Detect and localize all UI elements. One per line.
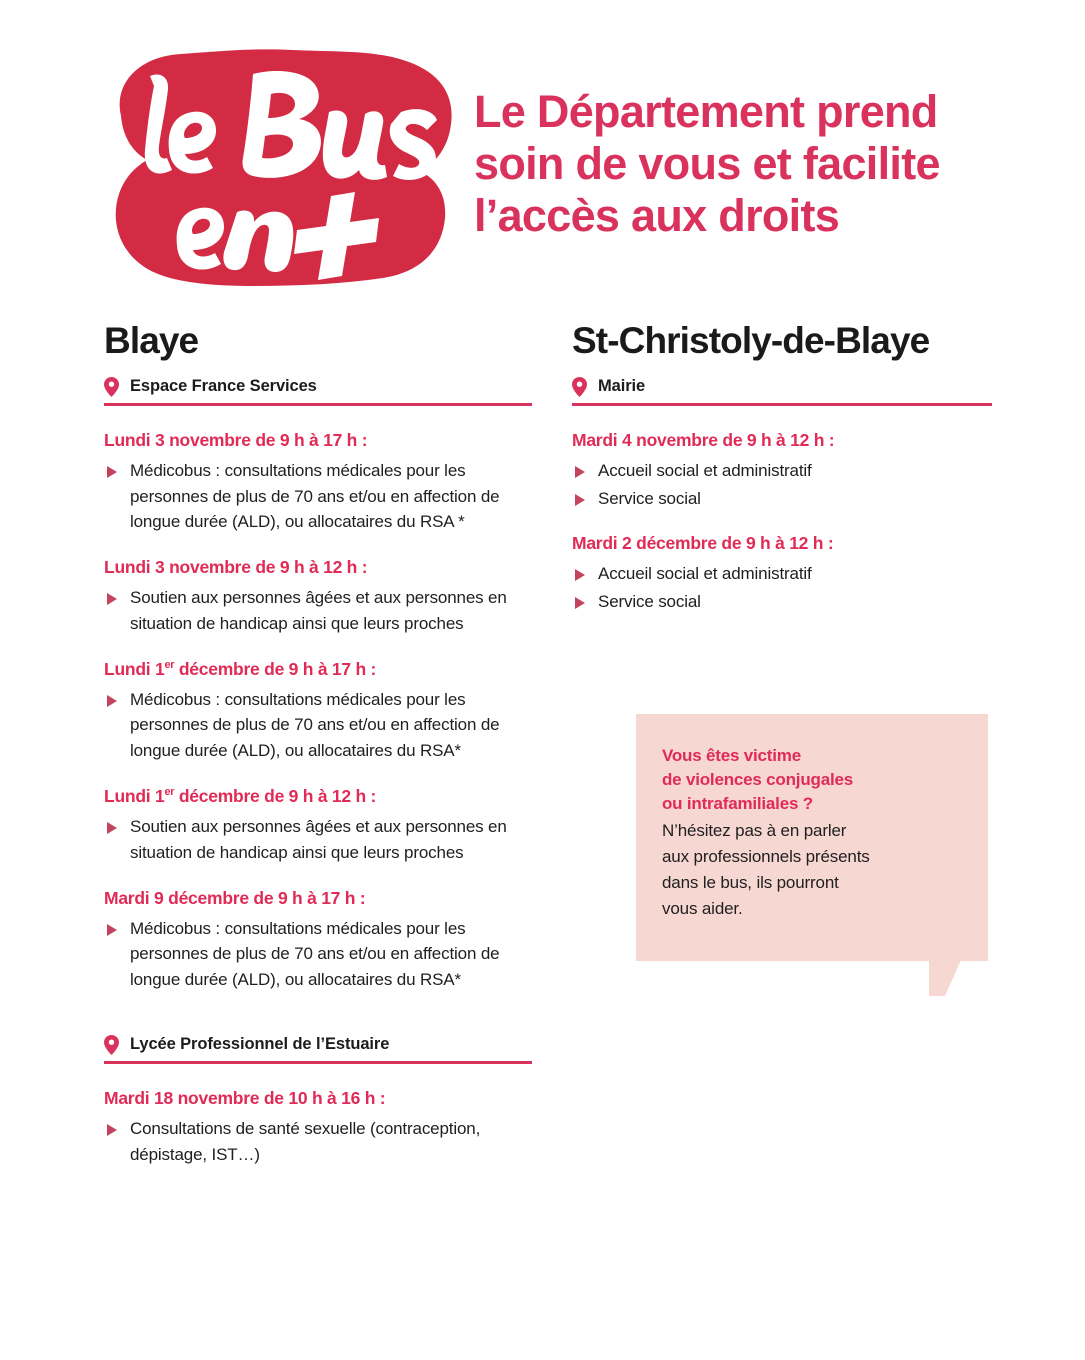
place-header bbox=[572, 377, 992, 403]
ordinal-suffix: er bbox=[164, 786, 175, 799]
place-header bbox=[104, 1035, 532, 1061]
location-pin-icon bbox=[104, 377, 119, 397]
location-pin-icon bbox=[572, 377, 587, 397]
schedule-slot bbox=[104, 659, 532, 764]
triangle-bullet-icon bbox=[107, 924, 117, 936]
slot-date: Lundi 1er décembre de 9 h à 12 h : bbox=[104, 786, 377, 807]
schedule-slot bbox=[104, 557, 532, 637]
list-item: Service social bbox=[572, 589, 992, 615]
triangle-bullet-icon bbox=[575, 569, 585, 581]
triangle-bullet-icon bbox=[575, 597, 585, 609]
slot-item-list bbox=[104, 814, 532, 866]
le-bus-en-plus-logo bbox=[103, 46, 463, 291]
list-item: Soutien aux personnes âgées et aux personnes en situation de handicap ainsi que leurs proches bbox=[104, 585, 532, 637]
place-block bbox=[104, 377, 532, 993]
place-divider bbox=[104, 1061, 532, 1064]
slot-date: Mardi 4 novembre de 9 h à 12 h : bbox=[572, 429, 835, 450]
triangle-bullet-icon bbox=[107, 695, 117, 707]
schedule-slot bbox=[104, 430, 532, 535]
schedule-slot bbox=[104, 786, 532, 866]
callout-tail-icon bbox=[929, 960, 961, 996]
triangle-bullet-icon bbox=[107, 1124, 117, 1136]
place-block bbox=[104, 1035, 532, 1168]
schedule-slot bbox=[104, 1088, 532, 1168]
triangle-bullet-icon bbox=[107, 822, 117, 834]
place-name: Lycée Professionnel de l’Estuaire bbox=[130, 1035, 390, 1054]
ordinal-suffix: er bbox=[164, 658, 175, 671]
list-item: Accueil social et administratif bbox=[572, 561, 992, 587]
city-title: Blaye bbox=[104, 320, 199, 361]
column-blaye bbox=[104, 322, 532, 1170]
slot-item-list bbox=[572, 458, 992, 512]
slot-date: Mardi 18 novembre de 10 h à 16 h : bbox=[104, 1087, 386, 1108]
list-item: Médicobus : consultations médicales pour les personnes de plus de 70 ans et/ou en affection de longue durée (ALD), ou allocataires du RSA* bbox=[104, 687, 532, 764]
triangle-bullet-icon bbox=[107, 593, 117, 605]
slot-date: Lundi 3 novembre de 9 h à 12 h : bbox=[104, 557, 368, 578]
schedule-slot bbox=[572, 533, 992, 615]
slot-date: Mardi 9 décembre de 9 h à 17 h : bbox=[104, 887, 366, 908]
triangle-bullet-icon bbox=[575, 466, 585, 478]
slot-date: Mardi 2 décembre de 9 h à 12 h : bbox=[572, 533, 834, 554]
place-divider bbox=[104, 403, 532, 406]
list-item: Soutien aux personnes âgées et aux personnes en situation de handicap ainsi que leurs proches bbox=[104, 814, 532, 866]
list-item: Service social bbox=[572, 486, 992, 512]
slot-item-list bbox=[572, 561, 992, 615]
city-title: St-Christoly-de-Blaye bbox=[572, 320, 930, 361]
column-st-christoly-de-blaye bbox=[572, 322, 992, 617]
place-name: Mairie bbox=[598, 377, 646, 396]
slot-item-list bbox=[104, 1116, 532, 1168]
slot-item-list bbox=[104, 458, 532, 535]
place-name: Espace France Services bbox=[130, 377, 317, 396]
callout-heading: Vous êtes victime de violences conjugales ou intrafamiliales ? bbox=[662, 746, 853, 814]
page-headline: Le Département prend soin de vous et facilite l’accès aux droits bbox=[474, 86, 940, 242]
place-block bbox=[572, 377, 992, 615]
list-item: Consultations de santé sexuelle (contraception, dépistage, IST…) bbox=[104, 1116, 532, 1168]
schedule-slot bbox=[104, 888, 532, 993]
triangle-bullet-icon bbox=[575, 494, 585, 506]
slot-date: Lundi 1er décembre de 9 h à 17 h : bbox=[104, 658, 377, 679]
place-header bbox=[104, 377, 532, 403]
page-header bbox=[0, 0, 1085, 300]
slot-item-list bbox=[104, 585, 532, 637]
callout-body: N’hésitez pas à en parler aux professionnels présents dans le bus, ils pourront vous aider. bbox=[662, 821, 870, 918]
slot-date: Lundi 3 novembre de 9 h à 17 h : bbox=[104, 429, 368, 450]
slot-item-list bbox=[104, 916, 532, 993]
violence-help-callout bbox=[636, 714, 988, 961]
list-item: Médicobus : consultations médicales pour les personnes de plus de 70 ans et/ou en affection de longue durée (ALD), ou allocataires du RSA* bbox=[104, 916, 532, 993]
place-divider bbox=[572, 403, 992, 406]
schedule-slot bbox=[572, 430, 992, 512]
slot-item-list bbox=[104, 687, 532, 764]
list-item: Accueil social et administratif bbox=[572, 458, 992, 484]
location-pin-icon bbox=[104, 1035, 119, 1055]
triangle-bullet-icon bbox=[107, 466, 117, 478]
list-item: Médicobus : consultations médicales pour les personnes de plus de 70 ans et/ou en affection de longue durée (ALD), ou allocataires du RSA * bbox=[104, 458, 532, 535]
